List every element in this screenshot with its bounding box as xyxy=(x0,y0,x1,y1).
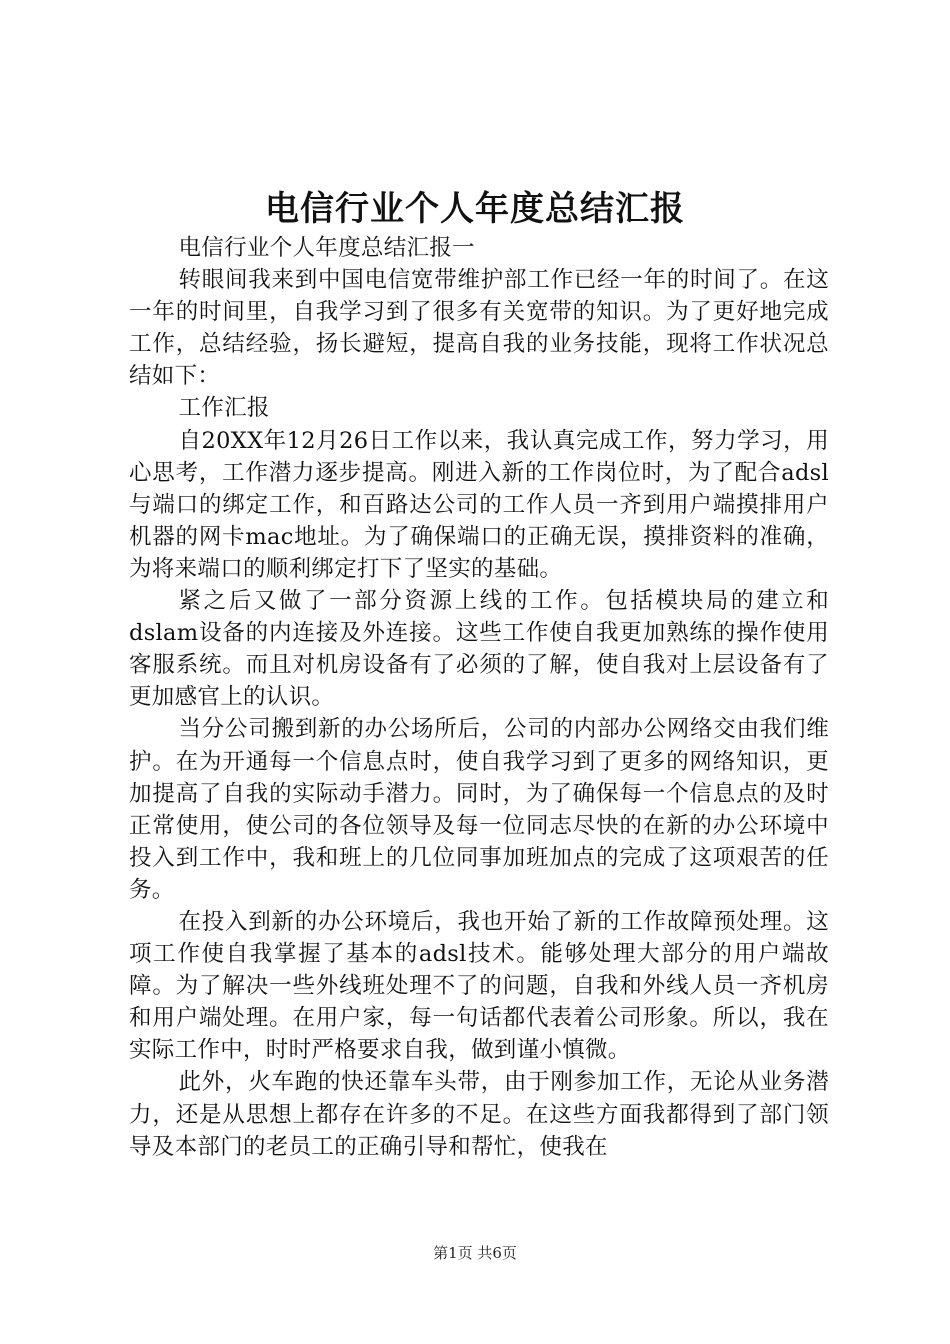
paragraph: 紧之后又做了一部分资源上线的工作。包括模块局的建立和dslam设备的内连接及外连接。这些工作使自我更加熟练的操作使用客服系统。而且对机房设备有了必须的了解，使自我对上层设备有了更加感官上的认识。 xyxy=(129,588,829,711)
section-heading: 工作汇报 xyxy=(178,395,270,422)
paragraph: 当分公司搬到新的办公场所后，公司的内部办公网络交由我们维护。在为开通每一个信息点时，使自我学习到了更多的网络知识，更加提高了自我的实际动手潜力。同时，为了确保每一个信息点的及时正常使用，使公司的各位领导及每一位同志尽快的在新的办公环境中投入到工作中，我和班上的几位同事加班加点的完成了这项艰苦的任务。 xyxy=(129,716,829,903)
document-title: 电信行业个人年度总结汇报 xyxy=(265,189,685,229)
paragraph-subtitle: 电信行业个人年度总结汇报一 xyxy=(178,235,475,261)
document-body xyxy=(129,232,829,1163)
page-number-footer: 第1页 共6页 xyxy=(433,1244,517,1262)
paragraph: 自20XX年12月26日工作以来，我认真完成工作，努力学习，用心思考，工作潜力逐步提高。刚进入新的工作岗位时，为了配合adsl与端口的绑定工作，和百路达公司的工作人员一齐到用户端摸排用户机器的网卡mac地址。为了确保端口的正确无误，摸排资料的准确，为将来端口的顺利绑定打下了坚实的基础。 xyxy=(129,427,829,582)
paragraph: 转眼间我来到中国电信宽带维护部工作已经一年的时间了。在这一年的时间里，自我学习到了很多有关宽带的知识。为了更好地完成工作，总结经验，扬长避短，提高自我的业务技能，现将工作状况总结如下： xyxy=(129,267,829,390)
paragraph: 在投入到新的办公环境后，我也开始了新的工作故障预处理。这项工作使自我掌握了基本的adsl技术。能够处理大部分的用户端故障。为了解决一些外线班处理不了的问题，自我和外线人员一齐机房和用户端处理。在用户家，每一句话都代表着公司形象。所以，我在实际工作中，时时严格要求自我，做到谨小慎微。 xyxy=(129,908,829,1064)
paragraph: 此外，火车跑的快还靠车头带，由于刚参加工作，无论从业务潜力，还是从思想上都存在许多的不足。在这些方面我都得到了部门领导及本部门的老员工的正确引导和帮忙，使我在 xyxy=(129,1069,829,1160)
